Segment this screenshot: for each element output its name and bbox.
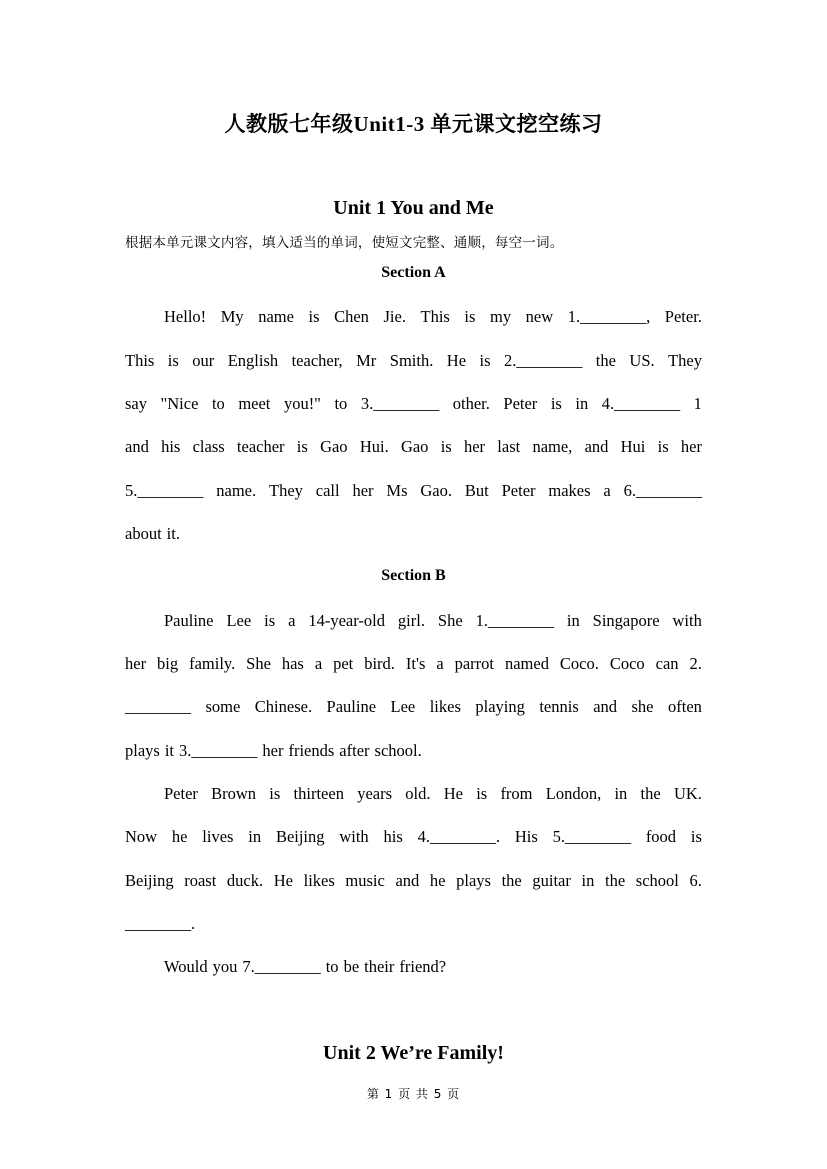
word: Gao	[400, 437, 429, 456]
paragraph-line	[125, 697, 702, 717]
instruction-text: 根据本单元课文内容，填入适当的单词，使短文完整、通顺，每空一词。	[125, 235, 564, 251]
word: US.	[629, 351, 655, 370]
word: a	[314, 654, 323, 673]
word: music	[345, 871, 385, 890]
word: school	[635, 871, 679, 890]
word: Mr	[356, 351, 377, 370]
paragraph-line	[164, 957, 702, 977]
word: in	[575, 394, 589, 413]
word: Lee	[390, 697, 416, 716]
word: likes	[303, 871, 335, 890]
word: and	[395, 871, 420, 890]
word: plays	[456, 871, 491, 890]
word: a	[436, 654, 444, 673]
paragraph-line	[125, 654, 702, 674]
word: Chinese.	[254, 697, 313, 716]
word: the	[604, 871, 626, 890]
section-b-title: Section B	[381, 567, 446, 584]
word: her	[680, 437, 702, 456]
word: from	[500, 784, 533, 803]
word: Hui.	[359, 437, 389, 456]
unit-2-title: Unit 2 We’re Family!	[323, 1042, 504, 1064]
paragraph-line	[125, 827, 702, 847]
word: school.	[374, 741, 422, 760]
word: has	[281, 654, 304, 673]
word: new	[525, 307, 554, 326]
word: She	[246, 654, 271, 673]
word: ________.	[125, 914, 196, 933]
word: is	[550, 394, 562, 413]
word: Gao.	[420, 481, 453, 500]
word: her	[352, 481, 374, 500]
word: 1.________,	[567, 307, 651, 326]
word: is	[440, 437, 452, 456]
word: last	[497, 437, 521, 456]
word: and	[593, 697, 618, 716]
word: my	[490, 307, 512, 326]
word: Lee	[226, 611, 252, 630]
word: guitar	[532, 871, 571, 890]
word: 6.________	[623, 481, 702, 500]
word: "Nice	[160, 394, 199, 413]
word: 4.________.	[417, 827, 501, 846]
word: often	[667, 697, 702, 716]
word: But	[464, 481, 489, 500]
word: the	[640, 784, 661, 803]
word: friends	[288, 741, 335, 760]
paragraph-line	[164, 784, 702, 804]
word: her	[463, 437, 486, 456]
word: after	[339, 741, 370, 760]
word: about	[125, 524, 162, 543]
word: a	[603, 481, 611, 500]
word: 2.	[689, 654, 702, 673]
word: big	[157, 654, 179, 673]
word: Coco	[609, 654, 645, 673]
word: the	[595, 351, 616, 370]
word: lives	[202, 827, 234, 846]
word: meet	[238, 394, 271, 413]
word: our	[192, 351, 215, 370]
word: 1	[693, 394, 702, 413]
word: in	[566, 611, 580, 630]
word: it.	[166, 524, 180, 543]
word: is	[264, 611, 276, 630]
word: 5.________	[552, 827, 631, 846]
word: some	[205, 697, 241, 716]
word: She	[437, 611, 463, 630]
word: you	[212, 957, 238, 976]
word: Now	[125, 827, 158, 846]
word: This	[125, 351, 155, 370]
word: is	[308, 307, 320, 326]
word: 6.	[689, 871, 702, 890]
word: Hello!	[164, 307, 207, 326]
word: call	[315, 481, 340, 500]
word: likes	[429, 697, 461, 716]
word: Pauline	[164, 611, 214, 630]
section-a-title: Section A	[381, 264, 446, 281]
word: 4.________	[601, 394, 681, 413]
word: name,	[532, 437, 573, 456]
paragraph-line	[125, 437, 702, 457]
word: 5.________	[125, 481, 204, 500]
word: He	[273, 871, 293, 890]
word: pet	[333, 654, 354, 673]
word: family.	[189, 654, 236, 673]
word: Chen	[334, 307, 369, 326]
word: girl.	[397, 611, 425, 630]
paragraph-line	[125, 524, 702, 544]
word: Gao	[320, 437, 348, 456]
paragraph-line	[125, 351, 702, 371]
word: roast	[184, 871, 217, 890]
word: name	[258, 307, 294, 326]
word: Would	[164, 957, 208, 976]
word: Beijing	[125, 871, 174, 890]
word: London,	[545, 784, 602, 803]
word: parrot	[454, 654, 495, 673]
word: English	[227, 351, 279, 370]
word: his	[161, 437, 181, 456]
word: he	[171, 827, 188, 846]
paragraph-line	[125, 871, 702, 891]
word: other.	[452, 394, 490, 413]
word: 14-year-old	[308, 611, 385, 630]
word: the	[501, 871, 522, 890]
word: and	[125, 437, 149, 456]
word: Peter	[164, 784, 198, 803]
word: He	[446, 351, 467, 370]
word: Singapore	[592, 611, 660, 630]
paragraph-line	[125, 481, 702, 501]
word: teacher	[236, 437, 285, 456]
word: is	[657, 437, 669, 456]
word: Peter	[503, 394, 538, 413]
word: playing	[475, 697, 525, 716]
word: to	[325, 957, 339, 976]
word: you!"	[283, 394, 321, 413]
word: They	[268, 481, 303, 500]
word: 2.________	[503, 351, 583, 370]
paragraph-line	[125, 914, 702, 934]
word: named	[504, 654, 549, 673]
word: their	[364, 957, 395, 976]
word: ________	[125, 697, 191, 716]
word: makes	[548, 481, 591, 500]
word: UK.	[673, 784, 702, 803]
word: in	[581, 871, 595, 890]
word: is	[464, 307, 476, 326]
word: old.	[405, 784, 431, 803]
word: it	[164, 741, 175, 760]
word: Peter	[501, 481, 536, 500]
word: say	[125, 394, 147, 413]
word: can	[655, 654, 679, 673]
word: her	[125, 654, 147, 673]
word: bird.	[364, 654, 395, 673]
word: Jie.	[383, 307, 406, 326]
word: years	[357, 784, 393, 803]
word: name.	[216, 481, 257, 500]
word: He	[443, 784, 463, 803]
word: is	[690, 827, 702, 846]
word: Brown	[211, 784, 257, 803]
document-title: 人教版七年级Unit1-3 单元课文挖空练习	[224, 112, 603, 136]
paragraph-line	[164, 307, 702, 327]
word: Beijing	[275, 827, 325, 846]
word: class	[192, 437, 225, 456]
word: It's	[405, 654, 426, 673]
word: Coco.	[559, 654, 599, 673]
word: friend?	[399, 957, 447, 976]
word: teacher,	[291, 351, 343, 370]
word: This	[420, 307, 450, 326]
word: plays	[125, 741, 160, 760]
word: he	[429, 871, 446, 890]
paragraph-line	[164, 611, 702, 631]
word: My	[220, 307, 244, 326]
word: in	[248, 827, 262, 846]
word: a	[288, 611, 296, 630]
word: food	[645, 827, 677, 846]
word: 1.________	[475, 611, 554, 630]
word: her	[262, 741, 284, 760]
word: in	[614, 784, 628, 803]
paragraph-line	[125, 394, 702, 414]
word: is	[269, 784, 281, 803]
word: His	[514, 827, 538, 846]
word: thirteen	[293, 784, 344, 803]
word: is	[296, 437, 308, 456]
word: They	[668, 351, 702, 370]
word: Hui	[620, 437, 646, 456]
unit-1-title: Unit 1 You and Me	[333, 197, 494, 219]
word: is	[479, 351, 491, 370]
word: with	[339, 827, 369, 846]
word: be	[343, 957, 360, 976]
word: 3.________	[360, 394, 440, 413]
word: and	[584, 437, 609, 456]
word: to	[334, 394, 348, 413]
word: tennis	[539, 697, 579, 716]
word: Pauline	[326, 697, 377, 716]
word: is	[476, 784, 488, 803]
word: Peter.	[664, 307, 702, 326]
word: she	[631, 697, 654, 716]
word: his	[383, 827, 403, 846]
page-number-footer: 第 1 页 共 5 页	[366, 1087, 461, 1101]
paragraph-line	[125, 741, 702, 761]
word: Smith.	[389, 351, 434, 370]
word: with	[672, 611, 702, 630]
word: duck.	[226, 871, 264, 890]
word: Ms	[386, 481, 408, 500]
word: to	[211, 394, 225, 413]
word: 7.________	[242, 957, 321, 976]
word: 3.________	[179, 741, 258, 760]
word: is	[167, 351, 179, 370]
